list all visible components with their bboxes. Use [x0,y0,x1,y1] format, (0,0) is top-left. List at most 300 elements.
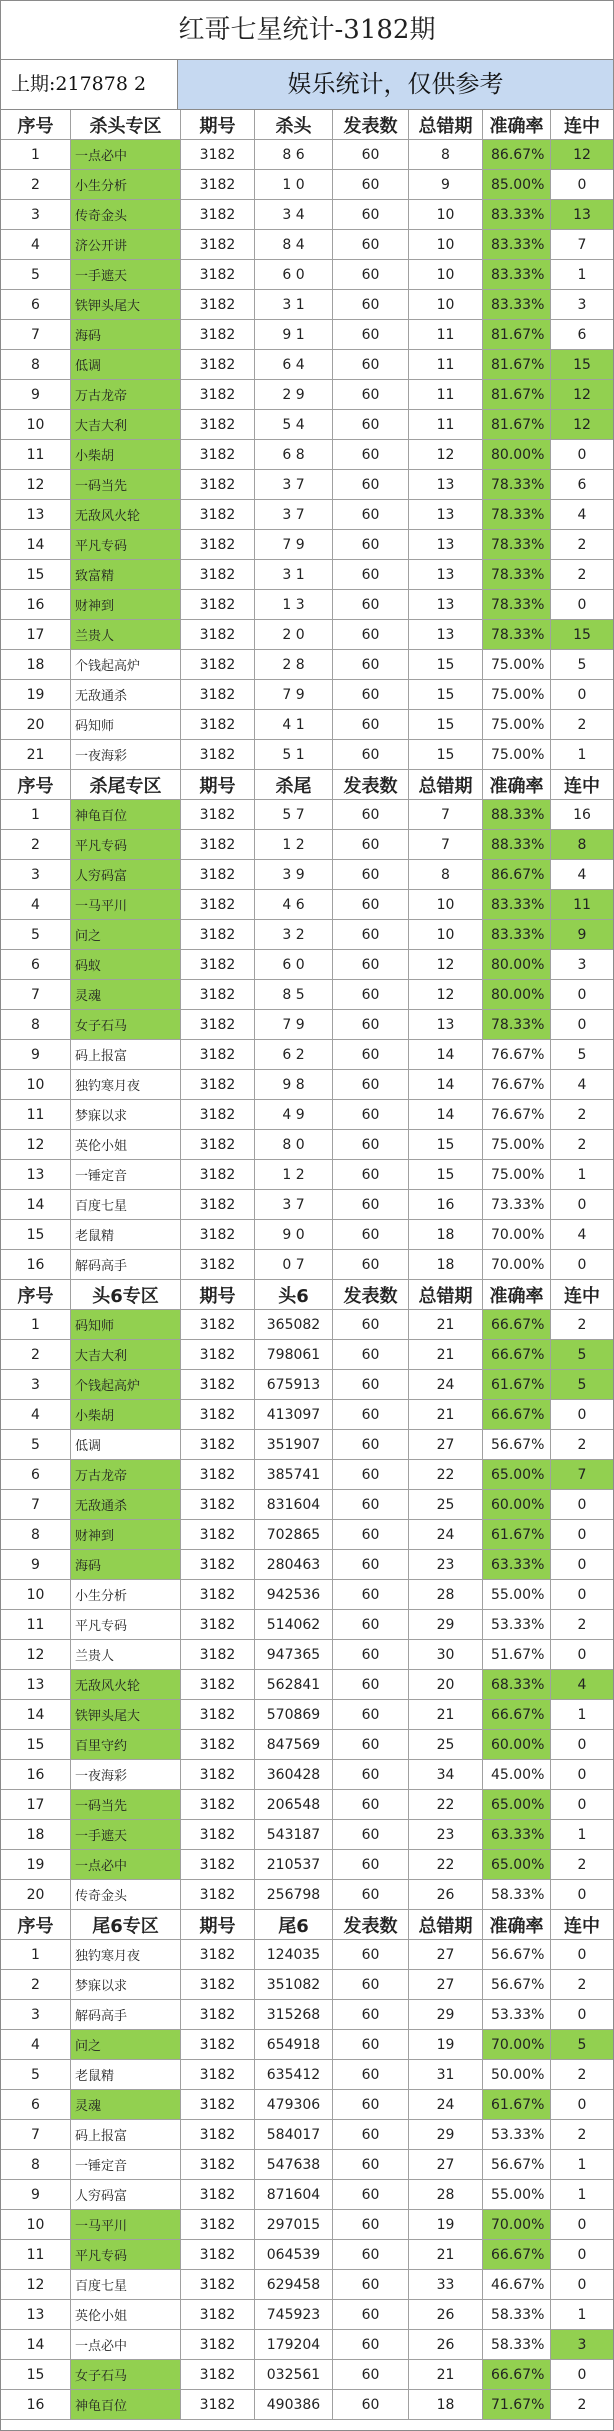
predicted-number: 297015 [255,2210,333,2239]
issue-number: 3182 [181,1550,255,1579]
section-header-row [1,1280,613,1310]
win-streak: 0 [577,986,587,1003]
issue-number: 3182 [181,980,255,1009]
miss-count: 28 [409,2180,483,2209]
table-row [1,170,613,200]
predicted-number: 360428 [255,1760,333,1789]
predictor-name: 低调 [71,1430,181,1459]
miss-count: 12 [409,440,483,469]
table-row [1,500,613,530]
win-streak: 9 [551,920,613,949]
issue-number: 3182 [181,2090,255,2119]
predictor-name: 灵魂 [71,2090,181,2119]
accuracy-rate: 83.33% [483,200,551,229]
issue-number: 3182 [181,890,255,919]
predictor-name: 大吉大利 [71,410,181,439]
issue-number: 3182 [181,170,255,199]
issue-number: 3182 [181,860,255,889]
predictor-name: 一夜海彩 [71,740,181,769]
win-streak: 0 [577,176,587,193]
table-row [1,230,613,260]
win-streak: 15 [551,350,613,379]
accuracy-rate: 50.00% [483,2060,551,2089]
predicted-number: 654918 [255,2030,333,2059]
miss-count: 26 [409,2300,483,2329]
win-streak: 1 [577,2156,587,2173]
accuracy-rate: 45.00% [483,1760,551,1789]
win-streak: 1 [577,266,587,283]
post-count: 60 [333,1880,409,1909]
accuracy-rate: 53.33% [483,1610,551,1639]
predictor-name: 铁钾头尾大 [71,1700,181,1729]
miss-count: 25 [409,1730,483,1759]
post-count: 60 [333,830,409,859]
predicted-number: 3 2 [255,920,333,949]
predictor-name: 万古龙帝 [71,380,181,409]
table-row [1,740,613,770]
issue-number: 3182 [181,1130,255,1159]
issue-number: 3182 [181,710,255,739]
win-streak: 3 [551,2330,613,2359]
predicted-number: 179204 [255,2330,333,2359]
post-count: 60 [333,1070,409,1099]
sheet-title: 红哥七星统计-3182期 [1,1,613,60]
predictor-name: 小生分析 [71,170,181,199]
predicted-number: 256798 [255,1880,333,1909]
accuracy-rate: 56.67% [483,1430,551,1459]
miss-count: 14 [409,1100,483,1129]
table-row [1,1730,613,1760]
predictor-name: 万古龙帝 [71,1460,181,1489]
miss-count: 7 [409,830,483,859]
predictor-name: 英伦小姐 [71,1130,181,1159]
issue-number: 3182 [181,1190,255,1219]
post-count: 60 [333,800,409,829]
issue-number: 3182 [181,2180,255,2209]
win-streak: 0 [577,1646,587,1663]
win-streak: 0 [577,596,587,613]
stats-table [1,110,613,2420]
win-streak: 0 [577,2276,587,2293]
win-streak: 1 [577,1826,587,1843]
accuracy-rate: 83.33% [483,290,551,319]
miss-count: 13 [409,560,483,589]
predicted-number: 210537 [255,1850,333,1879]
table-row [1,890,613,920]
issue-number: 3182 [181,2030,255,2059]
post-count: 60 [333,860,409,889]
row-number: 10 [1,1580,71,1609]
table-row [1,560,613,590]
table-row [1,2000,613,2030]
accuracy-rate: 70.00% [483,1220,551,1249]
predicted-number: 413097 [255,1400,333,1429]
accuracy-rate: 70.00% [483,2210,551,2239]
accuracy-rate: 51.67% [483,1640,551,1669]
post-count: 60 [333,1850,409,1879]
issue-number: 3182 [181,320,255,349]
header-number: 杀尾 [255,770,333,799]
table-row [1,380,613,410]
win-streak: 5 [551,1340,613,1369]
predictor-name: 独钓寒月夜 [71,1070,181,1099]
win-streak: 0 [577,1796,587,1813]
issue-number: 3182 [181,830,255,859]
accuracy-rate: 81.67% [483,320,551,349]
accuracy-rate: 78.33% [483,530,551,559]
accuracy-rate: 65.00% [483,1790,551,1819]
row-number: 11 [1,2240,71,2269]
row-number: 12 [1,470,71,499]
header-zone: 杀头专区 [71,110,181,139]
predicted-number: 570869 [255,1700,333,1729]
accuracy-rate: 60.00% [483,1490,551,1519]
miss-count: 18 [409,1220,483,1249]
row-number: 13 [1,500,71,529]
table-row [1,1640,613,1670]
predictor-name: 神龟百位 [71,800,181,829]
predicted-number: 206548 [255,1790,333,1819]
issue-number: 3182 [181,620,255,649]
accuracy-rate: 63.33% [483,1550,551,1579]
row-number: 11 [1,440,71,469]
predicted-number: 490386 [255,2390,333,2419]
row-number: 1 [1,1940,71,1969]
table-row [1,530,613,560]
predictor-name: 小柴胡 [71,440,181,469]
predicted-number: 2 8 [255,650,333,679]
table-row [1,650,613,680]
accuracy-rate: 78.33% [483,560,551,589]
issue-number: 3182 [181,590,255,619]
row-number: 10 [1,1070,71,1099]
post-count: 60 [333,620,409,649]
miss-count: 25 [409,1490,483,1519]
win-streak: 1 [577,746,587,763]
miss-count: 22 [409,1460,483,1489]
win-streak: 2 [577,716,587,733]
post-count: 60 [333,2000,409,2029]
predictor-name: 女子石马 [71,1010,181,1039]
table-row [1,1190,613,1220]
issue-number: 3182 [181,1790,255,1819]
issue-number: 3182 [181,2360,255,2389]
header-number: 杀头 [255,110,333,139]
miss-count: 27 [409,1430,483,1459]
predicted-number: 351082 [255,1970,333,1999]
miss-count: 23 [409,1820,483,1849]
header-issue: 期号 [181,1280,255,1309]
post-count: 60 [333,260,409,289]
miss-count: 9 [409,170,483,199]
predicted-number: 547638 [255,2150,333,2179]
accuracy-rate: 88.33% [483,800,551,829]
table-row [1,2060,613,2090]
post-count: 60 [333,1940,409,1969]
header-miss: 总错期 [409,110,483,139]
win-streak: 4 [577,1076,587,1093]
miss-count: 22 [409,1790,483,1819]
table-row [1,1520,613,1550]
header-streak: 连中 [564,1915,600,1937]
win-streak: 5 [551,1370,613,1399]
row-number: 16 [1,1760,71,1789]
accuracy-rate: 86.67% [483,860,551,889]
issue-number: 3182 [181,1760,255,1789]
row-number: 14 [1,530,71,559]
accuracy-rate: 80.00% [483,440,551,469]
table-row [1,2300,613,2330]
miss-count: 18 [409,2390,483,2419]
miss-count: 11 [409,380,483,409]
predicted-number: 6 2 [255,1040,333,1069]
table-row [1,2390,613,2420]
miss-count: 19 [409,2210,483,2239]
issue-number: 3182 [181,2060,255,2089]
table-row [1,1940,613,1970]
post-count: 60 [333,1460,409,1489]
predictor-name: 平凡专码 [71,1610,181,1639]
miss-count: 22 [409,1850,483,1879]
issue-number: 3182 [181,1670,255,1699]
header-miss: 总错期 [409,1280,483,1309]
win-streak: 2 [577,536,587,553]
win-streak: 2 [577,1106,587,1123]
post-count: 60 [333,2120,409,2149]
post-count: 60 [333,350,409,379]
header-no: 序号 [1,110,71,139]
predicted-number: 5 1 [255,740,333,769]
post-count: 60 [333,1970,409,1999]
predicted-number: 280463 [255,1550,333,1579]
miss-count: 11 [409,350,483,379]
accuracy-rate: 55.00% [483,1580,551,1609]
post-count: 60 [333,1700,409,1729]
miss-count: 12 [409,980,483,1009]
predicted-number: 4 1 [255,710,333,739]
post-count: 60 [333,530,409,559]
miss-count: 26 [409,1880,483,1909]
win-streak: 1 [577,2306,587,2323]
win-streak: 0 [577,1526,587,1543]
miss-count: 11 [409,410,483,439]
row-number: 11 [1,1610,71,1639]
predictor-name: 财神到 [71,590,181,619]
post-count: 60 [333,1130,409,1159]
win-streak: 0 [577,1886,587,1903]
predicted-number: 479306 [255,2090,333,2119]
table-row [1,1700,613,1730]
predicted-number: 584017 [255,2120,333,2149]
win-streak: 2 [577,1856,587,1873]
accuracy-rate: 75.00% [483,1130,551,1159]
section-header-row [1,110,613,140]
predictor-name: 兰贵人 [71,620,181,649]
post-count: 60 [333,2210,409,2239]
row-number: 3 [1,860,71,889]
accuracy-rate: 86.67% [483,140,551,169]
miss-count: 15 [409,740,483,769]
post-count: 60 [333,1760,409,1789]
row-number: 9 [1,2180,71,2209]
row-number: 4 [1,230,71,259]
header-streak: 连中 [564,115,600,137]
post-count: 60 [333,650,409,679]
row-number: 2 [1,830,71,859]
accuracy-rate: 76.67% [483,1100,551,1129]
predictor-name: 码知师 [71,1310,181,1339]
issue-number: 3182 [181,2270,255,2299]
row-number: 18 [1,1820,71,1849]
accuracy-rate: 63.33% [483,1820,551,1849]
predictor-name: 海码 [71,320,181,349]
win-streak: 3 [577,956,587,973]
predicted-number: 6 0 [255,950,333,979]
issue-number: 3182 [181,2120,255,2149]
predictor-name: 码知师 [71,710,181,739]
post-count: 60 [333,2270,409,2299]
miss-count: 33 [409,2270,483,2299]
miss-count: 31 [409,2060,483,2089]
miss-count: 12 [409,950,483,979]
predicted-number: 6 4 [255,350,333,379]
row-number: 7 [1,980,71,1009]
accuracy-rate: 73.33% [483,1190,551,1219]
miss-count: 10 [409,230,483,259]
row-number: 4 [1,890,71,919]
table-row [1,1790,613,1820]
row-number: 6 [1,950,71,979]
post-count: 60 [333,2060,409,2089]
predictor-name: 一手遮天 [71,1820,181,1849]
miss-count: 24 [409,1520,483,1549]
accuracy-rate: 85.00% [483,170,551,199]
miss-count: 10 [409,290,483,319]
accuracy-rate: 65.00% [483,1850,551,1879]
win-streak: 5 [577,1046,587,1063]
accuracy-rate: 78.33% [483,620,551,649]
disclaimer-banner: 娱乐统计，仅供参考 [178,60,613,109]
accuracy-rate: 75.00% [483,1160,551,1189]
post-count: 60 [333,1670,409,1699]
accuracy-rate: 58.33% [483,2300,551,2329]
predicted-number: 629458 [255,2270,333,2299]
miss-count: 29 [409,1610,483,1639]
issue-number: 3182 [181,1040,255,1069]
table-row [1,2360,613,2390]
issue-number: 3182 [181,1220,255,1249]
accuracy-rate: 66.67% [483,1400,551,1429]
row-number: 4 [1,2030,71,2059]
issue-number: 3182 [181,1520,255,1549]
predicted-number: 365082 [255,1310,333,1339]
header-issue: 期号 [181,110,255,139]
win-streak: 7 [577,236,587,253]
predictor-name: 铁钾头尾大 [71,290,181,319]
accuracy-rate: 78.33% [483,1010,551,1039]
row-number: 8 [1,2150,71,2179]
miss-count: 29 [409,2000,483,2029]
win-streak: 0 [577,2096,587,2113]
table-row [1,2030,613,2060]
post-count: 60 [333,1100,409,1129]
predictor-name: 人穷码富 [71,2180,181,2209]
table-row [1,860,613,890]
predicted-number: 9 8 [255,1070,333,1099]
table-row [1,1100,613,1130]
post-count: 60 [333,1430,409,1459]
post-count: 60 [333,200,409,229]
row-number: 16 [1,2390,71,2419]
row-number: 12 [1,1640,71,1669]
predictor-name: 一码当先 [71,470,181,499]
predictor-name: 问之 [71,2030,181,2059]
predicted-number: 947365 [255,1640,333,1669]
post-count: 60 [333,1610,409,1639]
row-number: 8 [1,1010,71,1039]
post-count: 60 [333,1010,409,1039]
row-number: 18 [1,650,71,679]
row-number: 3 [1,1370,71,1399]
accuracy-rate: 81.67% [483,410,551,439]
win-streak: 0 [577,446,587,463]
miss-count: 19 [409,2030,483,2059]
table-row [1,1430,613,1460]
miss-count: 30 [409,1640,483,1669]
post-count: 60 [333,410,409,439]
predicted-number: 6 0 [255,260,333,289]
miss-count: 13 [409,590,483,619]
row-number: 2 [1,1340,71,1369]
win-streak: 0 [577,1406,587,1423]
post-count: 60 [333,1340,409,1369]
table-row [1,620,613,650]
predictor-name: 码上报富 [71,1040,181,1069]
post-count: 60 [333,2300,409,2329]
predictor-name: 老鼠精 [71,2060,181,2089]
post-count: 60 [333,2330,409,2359]
row-number: 12 [1,2270,71,2299]
win-streak: 0 [577,2006,587,2023]
predictor-name: 无敌通杀 [71,680,181,709]
table-row [1,1070,613,1100]
predicted-number: 562841 [255,1670,333,1699]
accuracy-rate: 61.67% [483,2090,551,2119]
win-streak: 0 [577,2246,587,2263]
predicted-number: 5 7 [255,800,333,829]
accuracy-rate: 65.00% [483,1460,551,1489]
miss-count: 15 [409,710,483,739]
predictor-name: 码上报富 [71,2120,181,2149]
header-issue: 期号 [181,1910,255,1939]
row-number: 1 [1,140,71,169]
issue-number: 3182 [181,1640,255,1669]
row-number: 15 [1,2360,71,2389]
miss-count: 21 [409,1310,483,1339]
miss-count: 15 [409,650,483,679]
row-number: 7 [1,320,71,349]
post-count: 60 [333,560,409,589]
accuracy-rate: 56.67% [483,2150,551,2179]
miss-count: 14 [409,1040,483,1069]
table-row [1,1010,613,1040]
predictor-name: 兰贵人 [71,1640,181,1669]
header-zone: 杀尾专区 [71,770,181,799]
miss-count: 10 [409,200,483,229]
predicted-number: 635412 [255,2060,333,2089]
row-number: 7 [1,2120,71,2149]
row-number: 9 [1,380,71,409]
